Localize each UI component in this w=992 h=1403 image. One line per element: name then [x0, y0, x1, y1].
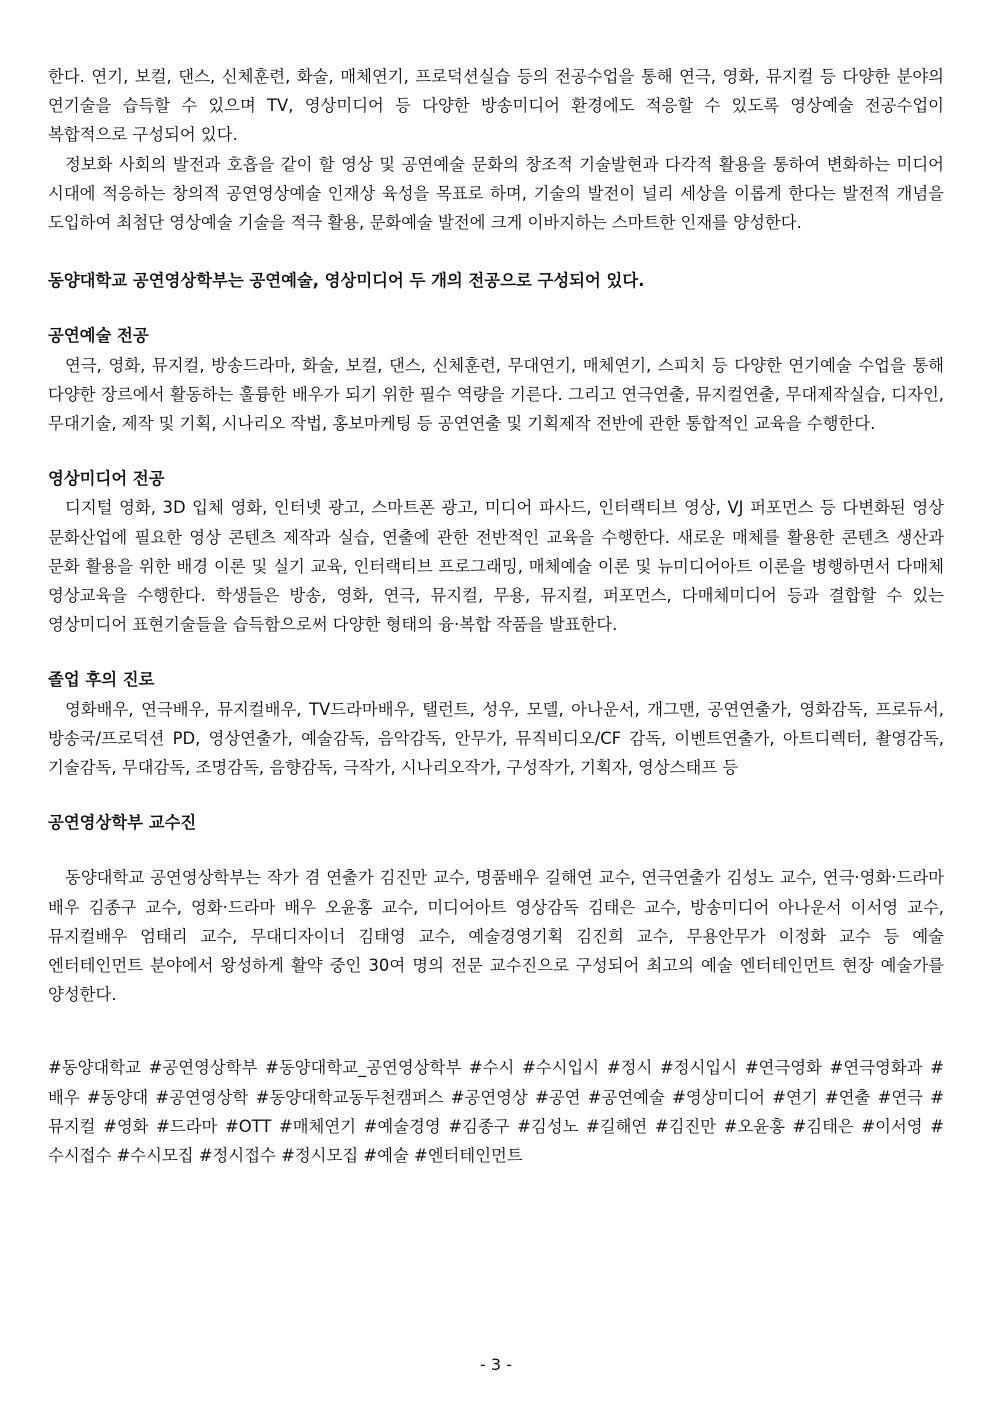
media-heading: 영상미디어 전공: [48, 469, 165, 489]
careers-body: 영화배우, 연극배우, 뮤지컬배우, TV드라마배우, 탤런트, 성우, 모델, 아나운서, 개그맨, 공연연출가, 영화감독, 프로듀서, 방송국/프로덕션 PD, 영상연출가, 예술감독, 음악감독, 안무가, 뮤직비디오/CF 감독, 이벤트연출가, 아트디렉터, 촬영감독, 기술감독, 무대감독, 조명감독, 음향감독, 극작가, 시나리오작가, 구성작가, 기획자, 영상스태프 등: [48, 699, 944, 778]
intro-paragraph-1: 한다. 연기, 보컬, 댄스, 신체훈련, 화술, 매체연기, 프로덕션실습 등의 전공수업을 통해 연극, 영화, 뮤지컬 등 다양한 분야의 연기술을 습득할 수 있으며 TV, 영상미디어 등 다양한 방송미디어 환경에도 적응할 수 있도록 영상예술 전공수업이 복합적으로 구성되어 있다.: [48, 67, 944, 145]
faculty-heading: 공연영상학부 교수진: [48, 813, 197, 833]
media-body: 디지털 영화, 3D 입체 영화, 인터넷 광고, 스마트폰 광고, 미디어 파사드, 인터랙티브 영상, VJ 퍼포먼스 등 다변화된 영상 문화산업에 필요한 영상 콘텐츠 제작과 실습, 연출에 관한 전반적인 교육을 수행한다. 새로운 매체를 활용한 콘텐츠 생산과 문화 활용을 위한 배경 이론 및 실기 교육, 인터랙티브 프로그래밍, 매체예술 이론 및 뉴미디어아트 이론을 병행하면서 다매체 영상교육을 수행한다. 학생들은 방송, 영화, 연극, 뮤지컬, 무용, 뮤지컬, 퍼포먼스, 다매체미디어 등과 결합할 수 있는 영상미디어 표현기술들을 습득함으로써 다양한 형태의 융·복합 작품을 발표한다.: [48, 498, 944, 635]
faculty-body: 동양대학교 공연영상학부는 작가 겸 연출가 김진만 교수, 명품배우 길해연 교수, 연극연출가 김성노 교수, 연극·영화·드라마 배우 김종구 교수, 영화·드라마 배우 오윤홍 교수, 미디어아트 영상감독 김태은 교수, 방송미디어 아나운서 이서영 교수, 뮤지컬배우 엄태리 교수, 무대디자이너 김태영 교수, 예술경영기획 김진희 교수, 무용안무가 이정화 교수 등 예술 엔터테인먼트 분야에서 왕성하게 활약 중인 30여 명의 전문 교수진으로 구성되어 최고의 예술 엔터테인먼트 현장 예술가를 양성한다.: [48, 868, 944, 1005]
department-summary: 동양대학교 공연영상학부는 공연예술, 영상미디어 두 개의 전공으로 구성되어 있다.: [48, 271, 645, 291]
performing-arts-body: 연극, 영화, 뮤지컬, 방송드라마, 화술, 보컬, 댄스, 신체훈련, 무대연기, 매체연기, 스피치 등 다양한 연기예술 수업을 통해 다양한 장르에서 활동하는 훌륭한 배우가 되기 위한 필수 역량을 기른다. 그리고 연극연출, 뮤지컬연출, 무대제작실습, 디자인, 무대기술, 제작 및 기획, 시나리오 작법, 홍보마케팅 등 공연연출 및 기획제작 전반에 관한 통합적인 교육을 수행한다.: [48, 355, 944, 434]
intro-paragraph-2: 정보화 사회의 발전과 호흡을 같이 할 영상 및 공연예술 문화의 창조적 기술발현과 다각적 활용을 통하여 변화하는 미디어 시대에 적응하는 창의적 공연영상예술 인재상 육성을 목표로 하며, 기술의 발전이 널리 세상을 이롭게 한다는 발전적 개념을 도입하여 최첨단 영상예술 기술을 적극 활용, 문화예술 발전에 크게 이바지하는 스마트한 인재를 양성한다.: [48, 154, 944, 233]
performing-arts-heading: 공연예술 전공: [48, 326, 149, 346]
page-number: - 3 -: [480, 1355, 512, 1374]
careers-heading: 졸업 후의 진로: [48, 670, 155, 690]
hashtags: #동양대학교 #공연영상학부 #동양대학교_공연영상학부 #수시 #수시입시 #정시 #정시입시 #연극영화 #연극영화과 #배우 #동양대 #공연영상학 #동양대학교동두천캠퍼스 #공연영상 #공연 #공연예술 #영상미디어 #연기 #연출 #연극 #뮤지컬 #영화 #드라마 #OTT #매체연기 #예술경영 #김종구 #김성노 #길해연 #김진만 #오윤홍 #김태은 #이서영 #수시접수 #수시모집 #정시접수 #정시모집 #예술 #엔터테인먼트: [48, 1058, 944, 1166]
